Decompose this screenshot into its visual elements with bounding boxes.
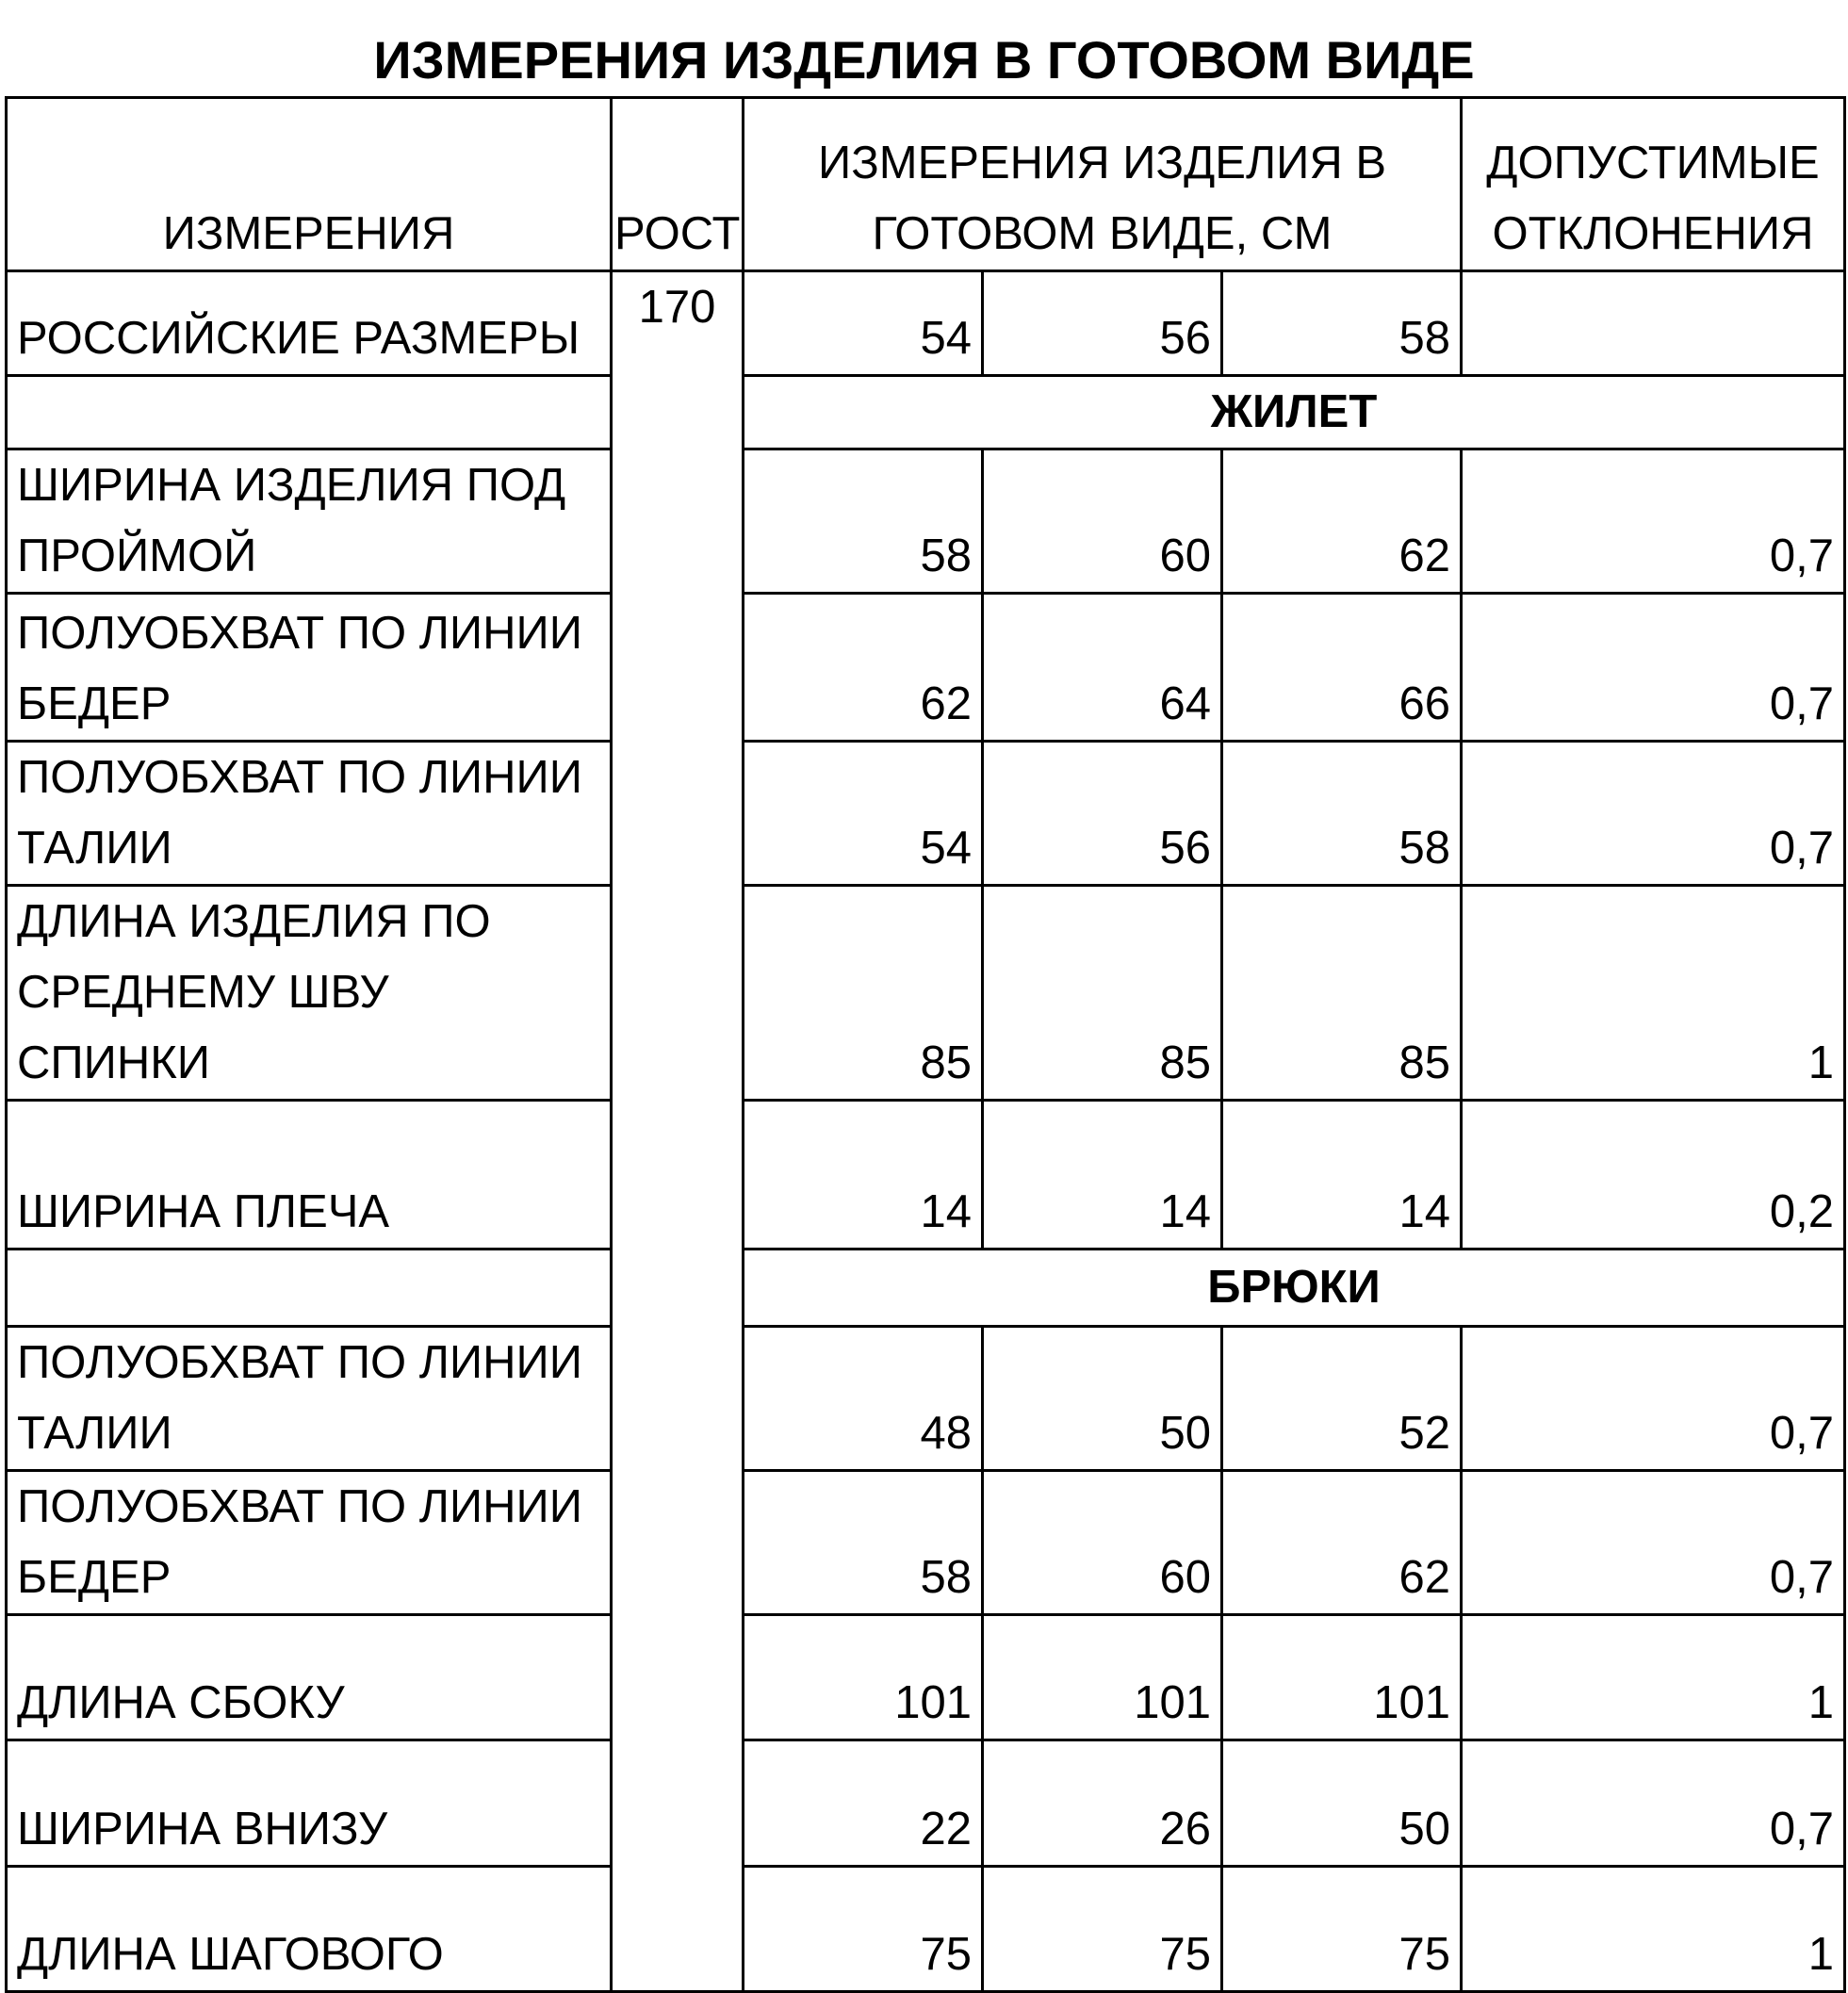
row-label: ДЛИНА ИЗДЕЛИЯ ПО СРЕДНЕМУ ШВУ СПИНКИ <box>7 886 612 1101</box>
tolerance-cell: 0,7 <box>1462 1327 1845 1471</box>
section-row <box>7 376 1845 449</box>
row-label <box>7 1250 612 1327</box>
row-label: ШИРИНА ПЛЕЧА <box>7 1101 612 1250</box>
value-cell: 62 <box>744 594 983 742</box>
value-cell: 75 <box>983 1867 1222 1992</box>
row-label: ПОЛУОБХВАТ ПО ЛИНИИ БЕДЕР <box>7 594 612 742</box>
value-cell: 54 <box>744 742 983 886</box>
table-row <box>7 886 1845 1101</box>
row-label: ДЛИНА СБОКУ <box>7 1615 612 1740</box>
row-label: ПОЛУОБХВАТ ПО ЛИНИИ ТАЛИИ <box>7 742 612 886</box>
table-row <box>7 1615 1845 1740</box>
value-cell: 48 <box>744 1327 983 1471</box>
tolerance-cell: 0,7 <box>1462 1471 1845 1615</box>
header-measurements: ИЗМЕРЕНИЯ <box>7 98 612 271</box>
row-label: РОССИЙСКИЕ РАЗМЕРЫ <box>7 271 612 376</box>
table-row <box>7 594 1845 742</box>
tolerance-cell: 0,7 <box>1462 742 1845 886</box>
row-label: ПОЛУОБХВАТ ПО ЛИНИИ БЕДЕР <box>7 1471 612 1615</box>
value-cell: 14 <box>983 1101 1222 1250</box>
value-cell: 60 <box>983 449 1222 594</box>
table-row <box>7 742 1845 886</box>
value-cell: 101 <box>1222 1615 1462 1740</box>
table-row <box>7 1101 1845 1250</box>
height-value: 170 <box>612 271 744 1992</box>
value-cell: 14 <box>1222 1101 1462 1250</box>
measurements-table <box>5 96 1846 1993</box>
tolerance-cell: 1 <box>1462 1615 1845 1740</box>
size-cell: 54 <box>744 271 983 376</box>
value-cell: 85 <box>1222 886 1462 1101</box>
value-cell: 62 <box>1222 1471 1462 1615</box>
value-cell: 75 <box>1222 1867 1462 1992</box>
tolerance-cell: 0,7 <box>1462 1740 1845 1867</box>
value-cell: 22 <box>744 1740 983 1867</box>
value-cell: 58 <box>744 449 983 594</box>
section-row <box>7 1250 1845 1327</box>
tolerance-cell: 0,7 <box>1462 594 1845 742</box>
value-cell: 101 <box>983 1615 1222 1740</box>
table-row <box>7 1740 1845 1867</box>
header-tolerance: ДОПУСТИМЫЕ ОТКЛОНЕНИЯ <box>1462 98 1845 271</box>
value-cell: 62 <box>1222 449 1462 594</box>
table-row <box>7 1867 1845 1992</box>
value-cell: 26 <box>983 1740 1222 1867</box>
tolerance-cell: 0,7 <box>1462 449 1845 594</box>
value-cell: 85 <box>983 886 1222 1101</box>
size-cell: 58 <box>1222 271 1462 376</box>
row-label: ШИРИНА ВНИЗУ <box>7 1740 612 1867</box>
tolerance-cell <box>1462 271 1845 376</box>
row-label <box>7 376 612 449</box>
value-cell: 52 <box>1222 1327 1462 1471</box>
value-cell: 14 <box>744 1101 983 1250</box>
value-cell: 64 <box>983 594 1222 742</box>
table-row <box>7 1471 1845 1615</box>
table-row <box>7 449 1845 594</box>
tolerance-cell: 1 <box>1462 1867 1845 1992</box>
row-label: ШИРИНА ИЗДЕЛИЯ ПОД ПРОЙМОЙ <box>7 449 612 594</box>
tolerance-cell: 0,2 <box>1462 1101 1845 1250</box>
size-cell: 56 <box>983 271 1222 376</box>
value-cell: 75 <box>744 1867 983 1992</box>
value-cell: 58 <box>1222 742 1462 886</box>
tolerance-cell: 1 <box>1462 886 1845 1101</box>
value-cell: 50 <box>1222 1740 1462 1867</box>
value-cell: 101 <box>744 1615 983 1740</box>
value-cell: 58 <box>744 1471 983 1615</box>
row-label: ПОЛУОБХВАТ ПО ЛИНИИ ТАЛИИ <box>7 1327 612 1471</box>
value-cell: 50 <box>983 1327 1222 1471</box>
section-title: ЖИЛЕТ <box>744 376 1845 449</box>
page-title: ИЗМЕРЕНИЯ ИЗДЕЛИЯ В ГОТОВОМ ВИДЕ <box>373 30 1475 90</box>
value-cell: 56 <box>983 742 1222 886</box>
value-cell: 66 <box>1222 594 1462 742</box>
value-cell: 60 <box>983 1471 1222 1615</box>
row-label: ДЛИНА ШАГОВОГО <box>7 1867 612 1992</box>
table-row <box>7 271 1845 376</box>
value-cell: 85 <box>744 886 983 1101</box>
section-title: БРЮКИ <box>744 1250 1845 1327</box>
table-row <box>7 1327 1845 1471</box>
header-height: РОСТ <box>612 98 744 271</box>
table-header-row <box>7 98 1845 271</box>
header-finished-measurements: ИЗМЕРЕНИЯ ИЗДЕЛИЯ В ГОТОВОМ ВИДЕ, СМ <box>744 98 1462 271</box>
